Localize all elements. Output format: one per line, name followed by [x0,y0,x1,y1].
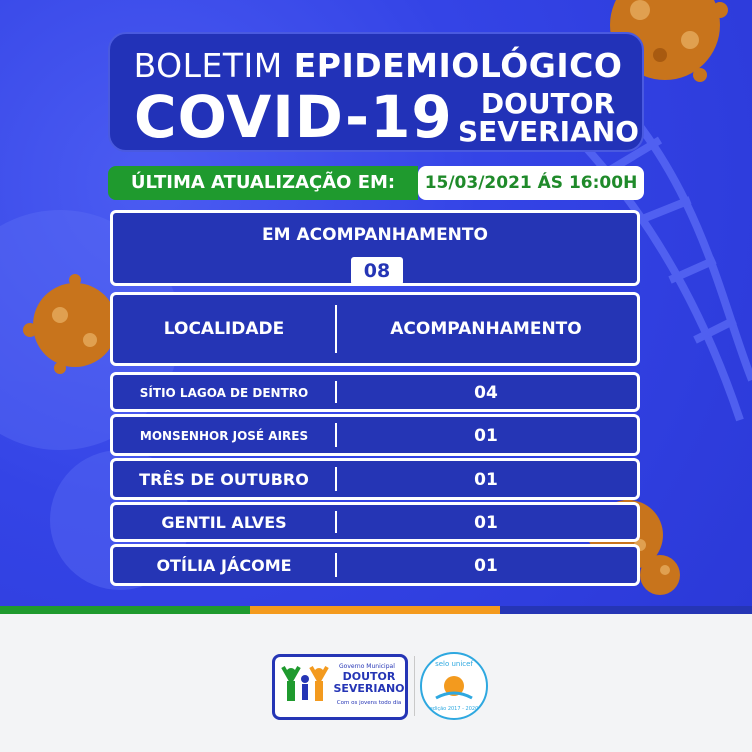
row-locality: SÍTIO LAGOA DE DENTRO [139,386,309,400]
accompaniment-value: 08 [351,257,403,285]
logo-city-line2: SEVERIANO [333,682,405,695]
update-label: ÚLTIMA ATUALIZAÇÃO EM: [108,166,418,200]
row-count: 01 [474,470,498,490]
logo-city-line1: DOUTOR [342,670,396,683]
row-count: 04 [474,383,498,403]
row-count: 01 [474,513,498,533]
row-locality: TRÊS DE OUTUBRO [139,470,309,489]
stripe-green [0,606,250,614]
footer [0,614,752,752]
table-row [110,544,640,586]
logo-government-text: Governo Municipal [339,663,395,670]
people-figures-icon [277,659,333,719]
unicef-seal [420,652,488,720]
title-box [108,32,644,152]
update-value: 15/03/2021 ÁS 16:00H [418,166,644,200]
seal-title: selo unicef [435,660,473,668]
logo-city-text [331,671,407,695]
city-title-line2: SEVERIANO [458,115,639,148]
sun-icon [434,672,474,702]
municipal-logo [272,654,408,720]
seal-edition: edição 2017 - 2020 [429,706,479,712]
accompaniment-label: EM ACOMPANHAMENTO [262,225,488,245]
city-title [458,87,639,148]
stripe-orange [250,606,500,614]
table-header [110,292,640,366]
header-accompaniment: ACOMPANHAMENTO [390,319,582,339]
logo-slogan: Com os jovens todo dia [336,700,402,706]
row-locality: GENTIL ALVES [161,513,287,532]
row-count: 01 [474,426,498,446]
bulletin-title-bold: EPIDEMIOLÓGICO [293,46,623,85]
color-stripe [0,606,752,614]
stripe-blue [500,606,752,614]
update-bar [108,166,644,200]
table-row [110,414,640,456]
row-locality: MONSENHOR JOSÉ AIRES [139,429,309,443]
table-row [110,502,640,542]
header-locality: LOCALIDADE [163,319,285,339]
row-count: 01 [474,556,498,576]
row-locality: OTÍLIA JÁCOME [156,556,292,575]
table-row [110,372,640,412]
covid-title: COVID-19 [134,83,453,151]
logo-separator [414,656,415,716]
bulletin-title-light: BOLETIM [133,46,283,85]
table-row [110,458,640,500]
bulletin-title [110,46,646,85]
accompaniment-panel [110,210,640,286]
city-title-line1: DOUTOR [480,87,616,120]
